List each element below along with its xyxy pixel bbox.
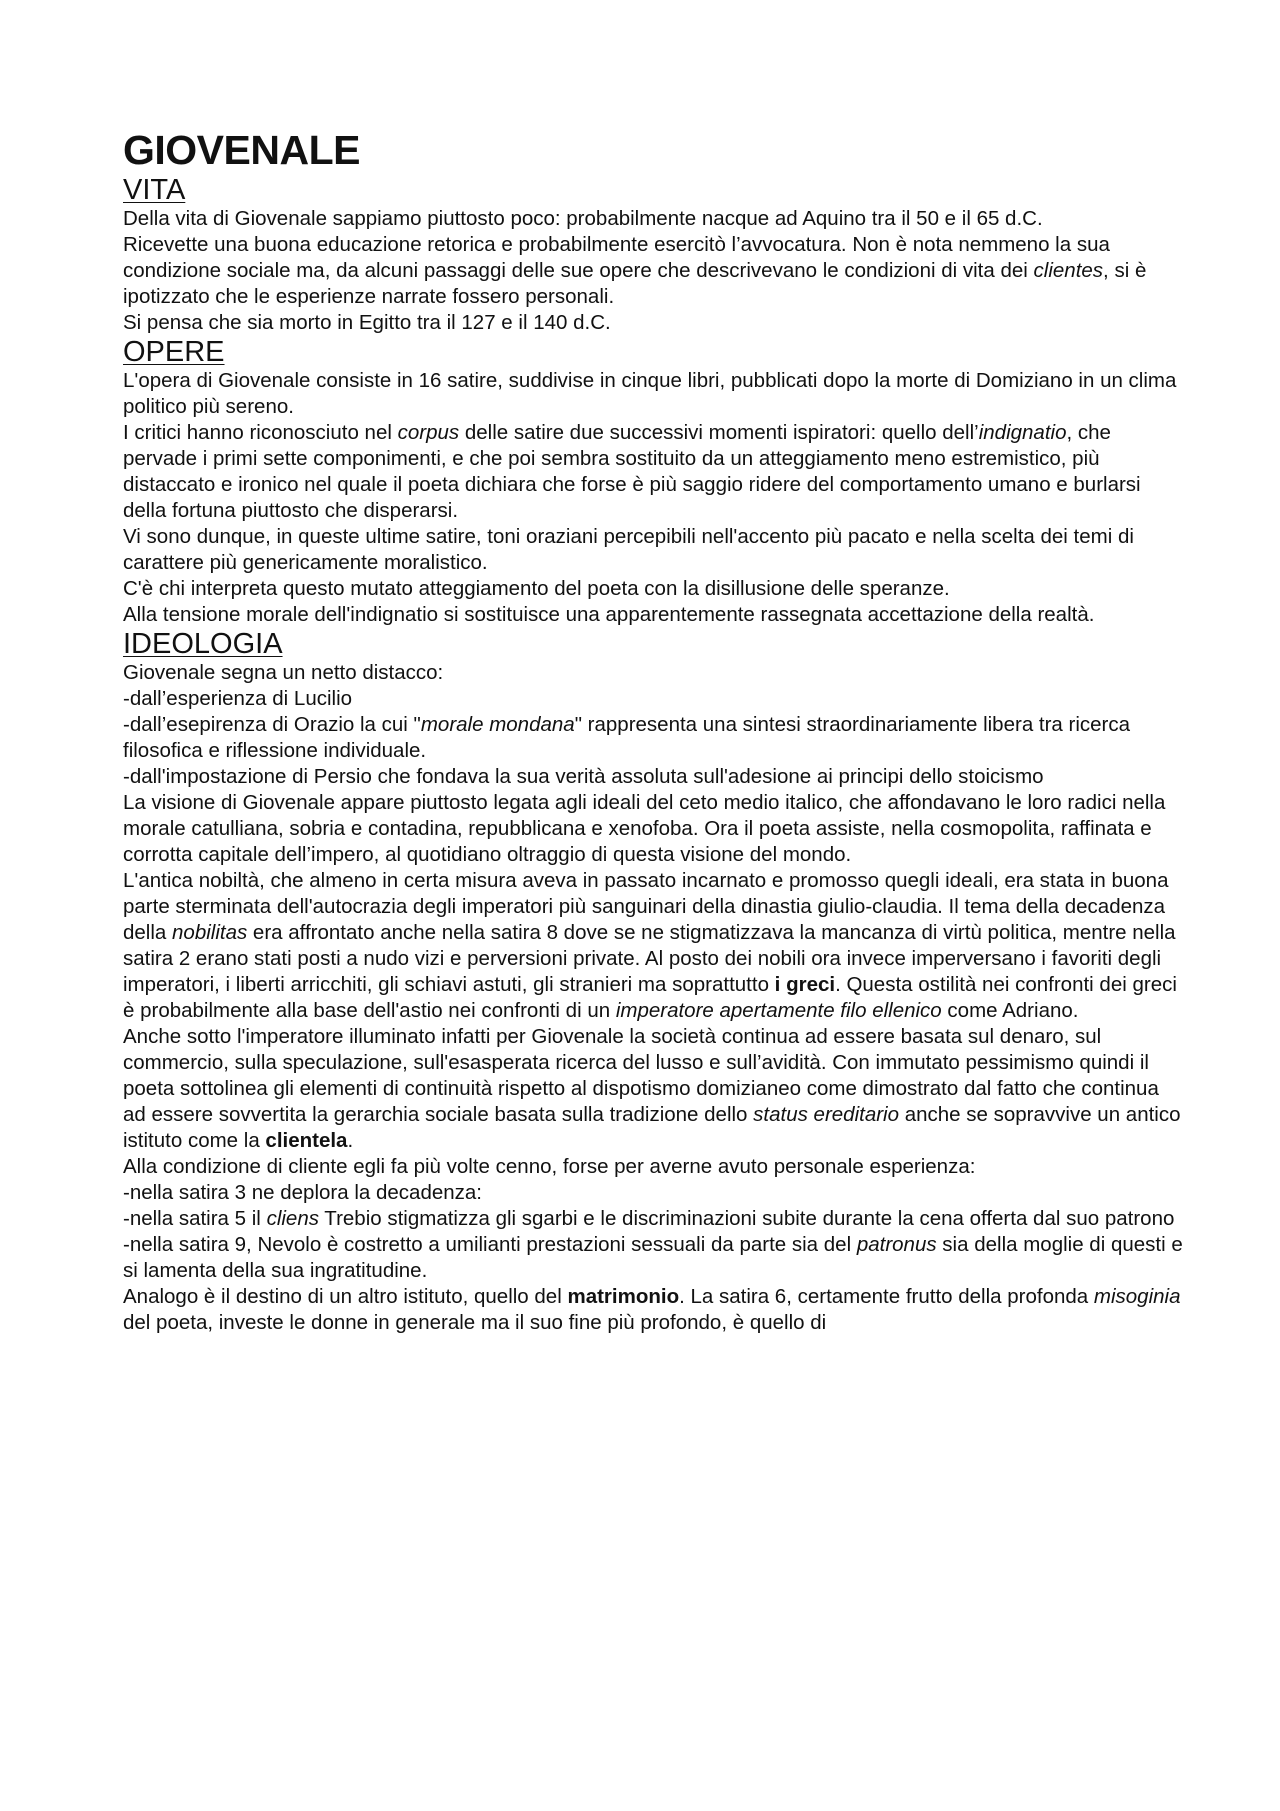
ideologia-paragraph-10 (123, 1206, 1183, 1232)
vita-paragraph-2 (123, 232, 1183, 310)
italic-term: patronus (856, 1233, 937, 1256)
ideologia-paragraph-8: Alla condizione di cliente egli fa più volte cenno, forse per averne avuto personale esperienza: (123, 1155, 976, 1178)
ideologia-paragraph-11 (123, 1232, 1183, 1284)
text-run: come Adriano. (941, 999, 1079, 1022)
document-title: GIOVENALE (123, 127, 360, 173)
text-run: . La satira 6, certamente frutto della profonda (679, 1285, 1094, 1308)
italic-term: clientes (1033, 259, 1104, 282)
italic-term: corpus (397, 421, 460, 444)
text-run: . Questa ostilità nei confronti dei greci è probabilmente alla base dell'astio nei confronti di un (123, 973, 1177, 1022)
ideologia-paragraph-1: Giovenale segna un netto distacco: (123, 661, 444, 684)
text-run: " rappresenta una sintesi straordinariamente libera tra ricerca filosofica e riflessione individuale. (123, 713, 1131, 762)
ideologia-paragraph-4: -dall'impostazione di Persio che fondava la sua verità assoluta sull'adesione ai principi dello stoicismo (123, 765, 1044, 788)
section-heading-vita: VITA (123, 174, 186, 206)
text-run: L'antica nobiltà, che almeno in certa misura aveva in passato incarnato e promosso quegli ideali, era stata in buona parte sterminata dell'autocrazia degli imperatori più sanguinari della dinastia giulio-claudia. Il tema della decadenza della (123, 869, 1169, 944)
opere-paragraph-1: L'opera di Giovenale consiste in 16 satire, suddivise in cinque libri, pubblicati dopo la morte di Domiziano in un clima politico più sereno. (123, 369, 1177, 418)
text-run: sia della moglie di questi e si lamenta della sua ingratitudine. (123, 1233, 1183, 1282)
italic-term: indignatio (978, 421, 1067, 444)
vita-paragraph-1: Della vita di Giovenale sappiamo piuttosto poco: probabilmente nacque ad Aquino tra il 50 e il 65 d.C. (123, 207, 1043, 230)
ideologia-paragraph-12 (123, 1284, 1183, 1336)
document-page (123, 126, 1183, 1336)
ideologia-paragraph-9: -nella satira 3 ne deplora la decadenza: (123, 1181, 482, 1204)
text-run: , che pervade i primi sette componimenti, e che poi sembra sostituito da un atteggiamento meno estremistico, più distaccato e ironico nel quale il poeta dichiara che forse è più saggio ridere del comportamento umano e burlarsi della fortuna piuttosto che disperarsi. (123, 421, 1141, 522)
ideologia-paragraph-6 (123, 868, 1183, 1024)
ideologia-paragraph-3 (123, 712, 1183, 764)
text-run: Trebio stigmatizza gli sgarbi e le discriminazioni subite durante la cena offerta dal suo patrono (318, 1207, 1175, 1230)
text-run: . (347, 1129, 354, 1152)
text-run: I critici hanno riconosciuto nel (123, 421, 398, 444)
italic-term: cliens (266, 1207, 319, 1230)
text-run: era affrontato anche nella satira 8 dove se ne stigmatizzava la mancanza di virtù politica, mentre nella satira 2 erano stati posti a nudo vizi e perversioni private. Al posto dei nobili ora invece imperversano i favoriti degli imperatori, i liberti arricchiti, gli schiavi astuti, gli stranieri ma soprattutto (123, 921, 1176, 996)
text-run: delle satire due successivi momenti ispiratori: quello dell’ (459, 421, 979, 444)
text-run: -nella satira 9, Nevolo è costretto a umilianti prestazioni sessuali da parte sia del (123, 1233, 857, 1256)
text-run: -dall’esepirenza di Orazio la cui " (123, 713, 421, 736)
text-run: del poeta, investe le donne in generale ma il suo fine più profondo, è quello di (123, 1311, 827, 1334)
ideologia-paragraph-5: La visione di Giovenale appare piuttosto legata agli ideali del ceto medio italico, che affondavano le loro radici nella morale catulliana, sobria e contadina, repubblicana e xenofoba. Ora il poeta assiste, nella cosmopolita, raffinata e corrotta capitale dell’impero, al quotidiano oltraggio di questa visione del mondo. (123, 791, 1166, 866)
text-run: anche se sopravvive un antico istituto come la (123, 1103, 1181, 1152)
bold-term: clientela (265, 1129, 348, 1152)
opere-paragraph-4: C'è chi interpreta questo mutato atteggiamento del poeta con la disillusione delle speranze. (123, 577, 950, 600)
text-run: Anche sotto l'imperatore illuminato infatti per Giovenale la società continua ad essere basata sul denaro, sul commercio, sulla speculazione, sull'esasperata ricerca del lusso e sull’avidità. Con immutato pessimismo quindi il poeta sottolinea gli elementi di continuità rispetto al dispotismo domizianeo come dimostrato dal fatto che continua ad essere sovvertita la gerarchia sociale basata sulla tradizione dello (123, 1025, 1159, 1126)
italic-term: morale mondana (420, 713, 575, 736)
opere-paragraph-5: Alla tensione morale dell'indignatio si sostituisce una apparentemente rassegnata accettazione della realtà. (123, 603, 1095, 626)
ideologia-paragraph-2: -dall’esperienza di Lucilio (123, 687, 353, 710)
opere-paragraph-3: Vi sono dunque, in queste ultime satire, toni oraziani percepibili nell'accento più pacato e nella scelta dei temi di carattere più genericamente moralistico. (123, 525, 1134, 574)
bold-term: i greci (774, 973, 836, 996)
italic-term: imperatore apertamente filo ellenico (615, 999, 942, 1022)
ideologia-paragraph-7 (123, 1024, 1183, 1154)
section-heading-opere: OPERE (123, 336, 225, 368)
italic-term: nobilitas (172, 921, 248, 944)
section-heading-ideologia: IDEOLOGIA (123, 628, 283, 660)
vita-paragraph-3: Si pensa che sia morto in Egitto tra il 127 e il 140 d.C. (123, 311, 611, 334)
italic-term: status ereditario (753, 1103, 900, 1126)
text-run: Ricevette una buona educazione retorica e probabilmente esercitò l’avvocatura. Non è nota nemmeno la sua condizione sociale ma, da alcuni passaggi delle sue opere che descrivevano le condizioni di vita dei (123, 233, 1110, 282)
text-run: , si è ipotizzato che le esperienze narrate fossero personali. (123, 259, 1147, 308)
text-run: -nella satira 5 il (123, 1207, 267, 1230)
italic-term: misoginia (1093, 1285, 1181, 1308)
text-run: Analogo è il destino di un altro istituto, quello del (123, 1285, 568, 1308)
opere-paragraph-2 (123, 420, 1183, 524)
bold-term: matrimonio (567, 1285, 680, 1308)
